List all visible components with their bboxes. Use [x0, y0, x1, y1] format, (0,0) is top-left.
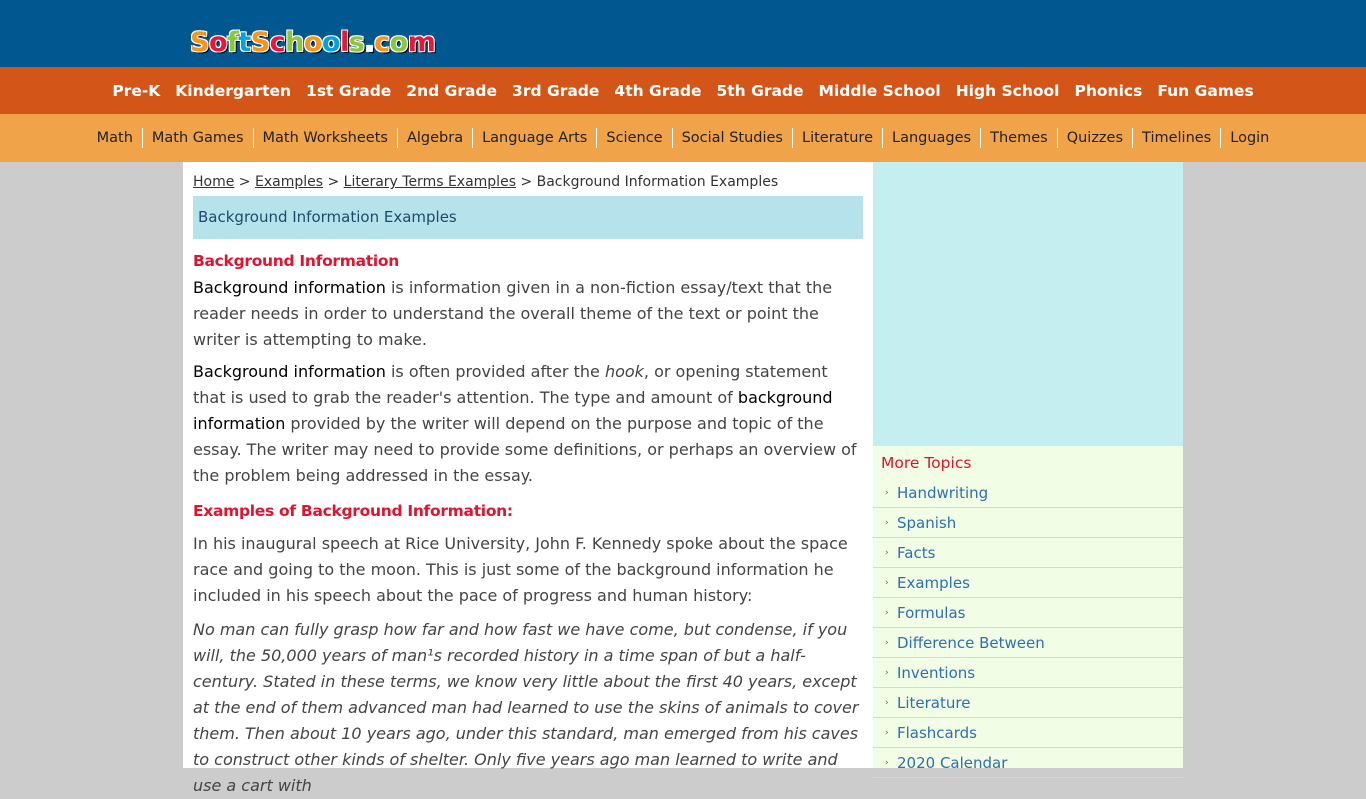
- topic-item[interactable]: [873, 748, 1183, 778]
- grade-nav-link[interactable]: Phonics: [1074, 81, 1143, 100]
- chevron-right-icon: ›: [885, 607, 889, 618]
- logo-letter: o: [321, 27, 341, 58]
- page-title: Background Information Examples: [193, 196, 863, 239]
- paragraph-text: is often provided after the: [385, 362, 605, 381]
- topic-link[interactable]: Inventions: [897, 663, 976, 682]
- topic-link[interactable]: Examples: [897, 573, 970, 592]
- logo-letter: t: [238, 27, 251, 58]
- sidebar: [873, 162, 1183, 772]
- logo-letter: o: [208, 27, 228, 58]
- definition-paragraph: [193, 275, 863, 353]
- topic-item[interactable]: [873, 508, 1183, 538]
- term-bold: Background information: [193, 362, 386, 381]
- header-bar: [0, 0, 1366, 67]
- grade-nav-link[interactable]: 1st Grade: [306, 81, 392, 100]
- main-content: [183, 162, 873, 795]
- subject-nav-link[interactable]: Themes: [980, 128, 1057, 148]
- breadcrumb-literary-terms[interactable]: Literary Terms Examples: [343, 174, 516, 190]
- topic-link[interactable]: Literature: [897, 693, 971, 712]
- grade-nav-link[interactable]: Middle School: [818, 81, 941, 100]
- chevron-right-icon: ›: [885, 667, 889, 678]
- logo-letter: .: [364, 27, 375, 58]
- breadcrumb-home[interactable]: Home: [193, 174, 235, 190]
- topic-item[interactable]: [873, 598, 1183, 628]
- subject-nav-link[interactable]: Literature: [792, 128, 882, 148]
- subject-nav-link[interactable]: Quizzes: [1057, 128, 1132, 148]
- subject-nav-link[interactable]: Languages: [882, 128, 980, 148]
- grade-nav-link[interactable]: 5th Grade: [716, 81, 804, 100]
- subject-nav-link[interactable]: Timelines: [1132, 128, 1220, 148]
- logo-letter: l: [340, 27, 349, 58]
- grade-nav-link[interactable]: 3rd Grade: [512, 81, 600, 100]
- example-intro-paragraph: In his inaugural speech at Rice University, John F. Kennedy spoke about the space race and going to the moon. This is just some of the background information he included in his speech about the pace of progress and human history:: [193, 534, 848, 605]
- subject-nav-link[interactable]: Science: [596, 128, 671, 148]
- chevron-right-icon: ›: [885, 547, 889, 558]
- more-topics-title: More Topics: [881, 454, 972, 472]
- topic-item[interactable]: [873, 658, 1183, 688]
- subject-nav-link[interactable]: Math Games: [142, 128, 253, 148]
- logo-letter: c: [269, 27, 286, 58]
- hook-term: hook: [604, 362, 644, 381]
- topic-link[interactable]: Flashcards: [897, 723, 977, 742]
- grade-nav: [0, 67, 1366, 114]
- breadcrumb: [193, 172, 863, 196]
- grade-nav-link[interactable]: 2nd Grade: [406, 81, 498, 100]
- logo-letter: f: [227, 27, 239, 58]
- chevron-right-icon: ›: [885, 487, 889, 498]
- topic-link[interactable]: Facts: [897, 543, 936, 562]
- logo-letter: m: [407, 27, 436, 58]
- grade-nav-link[interactable]: Pre-K: [112, 81, 161, 100]
- grade-nav-link[interactable]: Kindergarten: [175, 81, 292, 100]
- logo-letter: S: [190, 27, 209, 58]
- term-bold: Background information: [193, 278, 386, 297]
- topic-item[interactable]: [873, 538, 1183, 568]
- subject-nav-link[interactable]: Social Studies: [672, 128, 792, 148]
- chevron-right-icon: ›: [885, 697, 889, 708]
- topic-link[interactable]: Formulas: [897, 603, 966, 622]
- paragraph-text: provided by the writer will depend on the purpose and topic of the essay. The writer may need to provide some definitions, or perhaps an overview of the problem being addressed in the essay.: [193, 414, 857, 485]
- topic-item[interactable]: [873, 628, 1183, 658]
- chevron-right-icon: ›: [885, 637, 889, 648]
- grade-nav-link[interactable]: High School: [955, 81, 1060, 100]
- grade-nav-link[interactable]: 4th Grade: [614, 81, 702, 100]
- topic-link[interactable]: 2020 Calendar: [897, 753, 1008, 772]
- grade-nav-link[interactable]: Fun Games: [1157, 81, 1254, 100]
- topic-link[interactable]: Handwriting: [897, 483, 989, 502]
- topic-item[interactable]: [873, 688, 1183, 718]
- subject-nav: [0, 114, 1366, 162]
- subject-nav-link[interactable]: Language Arts: [472, 128, 596, 148]
- term-bold: background information: [193, 388, 833, 433]
- chevron-right-icon: ›: [885, 517, 889, 528]
- logo-letter: s: [348, 27, 365, 58]
- detail-paragraph: [193, 359, 863, 489]
- logo-letter: o: [303, 27, 322, 58]
- breadcrumb-separator: >: [238, 174, 251, 190]
- breadcrumb-separator: >: [520, 174, 533, 190]
- topic-link[interactable]: Spanish: [897, 513, 957, 532]
- chevron-right-icon: ›: [885, 757, 889, 768]
- paragraph-text: , or opening statement that is used to grab the reader's attention. The type and amount of: [193, 362, 828, 407]
- subject-nav-link[interactable]: Algebra: [397, 128, 472, 148]
- breadcrumb-examples[interactable]: Examples: [254, 174, 324, 190]
- topics-list: [873, 478, 1183, 778]
- site-logo[interactable]: [190, 26, 435, 60]
- topic-item[interactable]: [873, 568, 1183, 598]
- subject-nav-link[interactable]: Login: [1220, 128, 1278, 148]
- breadcrumb-separator: >: [327, 174, 340, 190]
- breadcrumb-current: Background Information Examples: [536, 174, 779, 190]
- logo-letter: o: [389, 27, 408, 58]
- subject-nav-link[interactable]: Math Worksheets: [253, 128, 397, 148]
- speech-quote: No man can fully grasp how far and how fast we have come, but condense, if you will, the 50,000 years of man¹s recorded history in a time span of but a half-century. Stated in these terms, we know very little about the first 40 years, except at the end of them advanced man had learned to use the skins of animals to cover them. Then about 10 years ago, under this standard, man emerged from his caves to construct other kinds of shelter. Only five years ago man learned to write and use a cart with: [193, 620, 859, 795]
- logo-letter: S: [250, 27, 270, 58]
- logo-letter: c: [374, 27, 390, 58]
- examples-heading: Examples of Background Information:: [193, 502, 513, 520]
- topic-item[interactable]: [873, 478, 1183, 508]
- ad-placeholder: [873, 162, 1183, 446]
- chevron-right-icon: ›: [885, 577, 889, 588]
- section-heading: Background Information: [193, 252, 399, 270]
- paragraph-text: is information given in a non-fiction essay/text that the reader needs in order to understand the overall theme of the text or point the writer is attempting to make.: [193, 278, 833, 349]
- topic-link[interactable]: Difference Between: [897, 633, 1045, 652]
- subject-nav-link[interactable]: Math: [96, 130, 133, 146]
- topic-item[interactable]: [873, 718, 1183, 748]
- logo-letter: h: [285, 27, 304, 58]
- chevron-right-icon: ›: [885, 727, 889, 738]
